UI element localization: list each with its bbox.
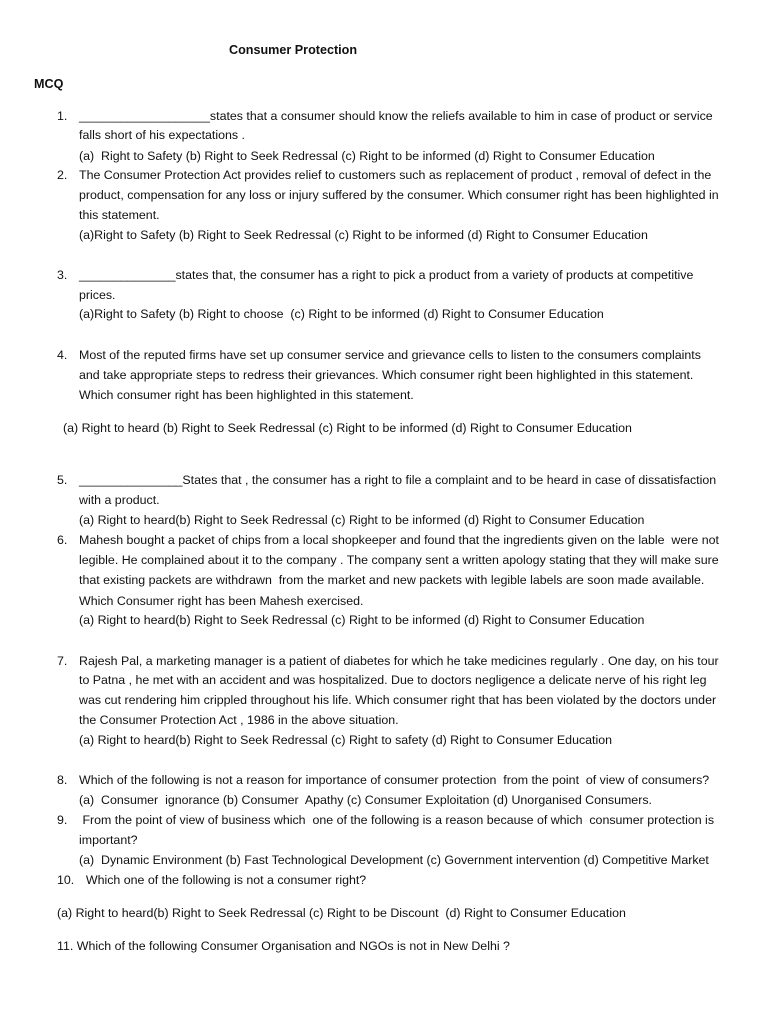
question-text: to Patna , he met with an accident and was hospitalized. Due to doctors negligence a delicate nerve of his right leg [79, 673, 707, 687]
question-text: Which Consumer right has been Mahesh exercised. [79, 594, 364, 608]
question-text: the Consumer Protection Act , 1986 in the above situation. [79, 713, 399, 727]
question-number: 1. [57, 109, 68, 123]
question-number: 2. [57, 168, 68, 182]
question-text: From the point of view of business which one of the following is a reason because of which consumer protection is [79, 813, 715, 827]
question-options: (a)Right to Safety (b) Right to Seek Redressal (c) Right to be informed (d) Right to Consumer Education [79, 228, 648, 242]
question-text: ___________________states that a consumer should know the reliefs available to him in case of product or service [79, 109, 713, 123]
question-options: (a) Right to heard(b) Right to Seek Redressal (c) Right to be Discount (d) Right to Consumer Education [57, 906, 626, 920]
question-text: _______________States that , the consumer has a right to file a complaint and to be heard in case of dissatisfaction [79, 473, 717, 487]
question-text: Rajesh Pal, a marketing manager is a patient of diabetes for which he take medicines regularly . One day, on his tour [79, 654, 719, 668]
question-number: 9. [57, 813, 68, 827]
question-number: 10. [57, 873, 75, 887]
question-text: that existing packets are withdrawn from the market and new packets with legible labels are soon made available. [79, 573, 705, 587]
question-text: and take appropriate steps to redress their grievances. Which consumer right been highlighted in this statement. [79, 368, 694, 382]
question-text: Which consumer right has been highlighted in this statement. [79, 388, 414, 402]
question-text: prices. [79, 288, 116, 302]
question-text: falls short of his expectations . [79, 128, 245, 142]
question-options: (a) Right to heard(b) Right to Seek Redressal (c) Right to safety (d) Right to Consumer Education [79, 733, 613, 747]
question-options: (a) Right to heard(b) Right to Seek Redressal (c) Right to be informed (d) Right to Consumer Education [79, 613, 645, 627]
section-heading: MCQ [34, 77, 64, 91]
question-options: (a)Right to Safety (b) Right to choose (c) Right to be informed (d) Right to Consumer Education [79, 307, 604, 321]
question-number: 4. [57, 348, 68, 362]
question-text: with a product. [79, 493, 160, 507]
question-text: Which one of the following is not a consumer right? [79, 873, 367, 887]
question-text: legible. He complained about it to the company . The company sent a written apology stating that they will make sure [79, 553, 719, 567]
question-text: this statement. [79, 208, 160, 222]
question-text: was cut rendering him crippled throughout his life. Which consumer right that has been violated by the doctors under [79, 693, 717, 707]
question-options: (a) Right to heard(b) Right to Seek Redressal (c) Right to be informed (d) Right to Consumer Education [79, 513, 645, 527]
question-text: The Consumer Protection Act provides relief to customers such as replacement of product , removal of defect in the [79, 168, 712, 182]
question-text: 11. Which of the following Consumer Organisation and NGOs is not in New Delhi ? [57, 939, 510, 953]
question-number: 8. [57, 773, 68, 787]
question-text: Mahesh bought a packet of chips from a local shopkeeper and found that the ingredients given on the lable were not [79, 533, 719, 547]
question-text: product, compensation for any loss or injury suffered by the consumer. Which consumer right has been highlighted in [79, 188, 719, 202]
question-options: (a) Consumer ignorance (b) Consumer Apathy (c) Consumer Exploitation (d) Unorganised Consumers. [79, 793, 652, 807]
question-text: ______________states that, the consumer has a right to pick a product from a variety of products at competitive [79, 268, 694, 282]
question-text: Most of the reputed firms have set up consumer service and grievance cells to listen to the consumers complaints [79, 348, 701, 362]
question-options: (a) Dynamic Environment (b) Fast Technological Development (c) Government intervention (d) Competitive Market [79, 853, 709, 867]
question-options: (a) Right to Safety (b) Right to Seek Redressal (c) Right to be informed (d) Right to Consumer Education [79, 149, 655, 163]
question-number: 6. [57, 533, 68, 547]
question-number: 5. [57, 473, 68, 487]
question-number: 3. [57, 268, 68, 282]
page-title: Consumer Protection [229, 43, 358, 57]
question-number: 7. [57, 654, 68, 668]
question-text: Which of the following is not a reason for importance of consumer protection from the point of view of consumers? [79, 773, 710, 787]
question-text: important? [79, 833, 138, 847]
question-options: (a) Right to heard (b) Right to Seek Redressal (c) Right to be informed (d) Right to Consumer Education [63, 421, 632, 435]
